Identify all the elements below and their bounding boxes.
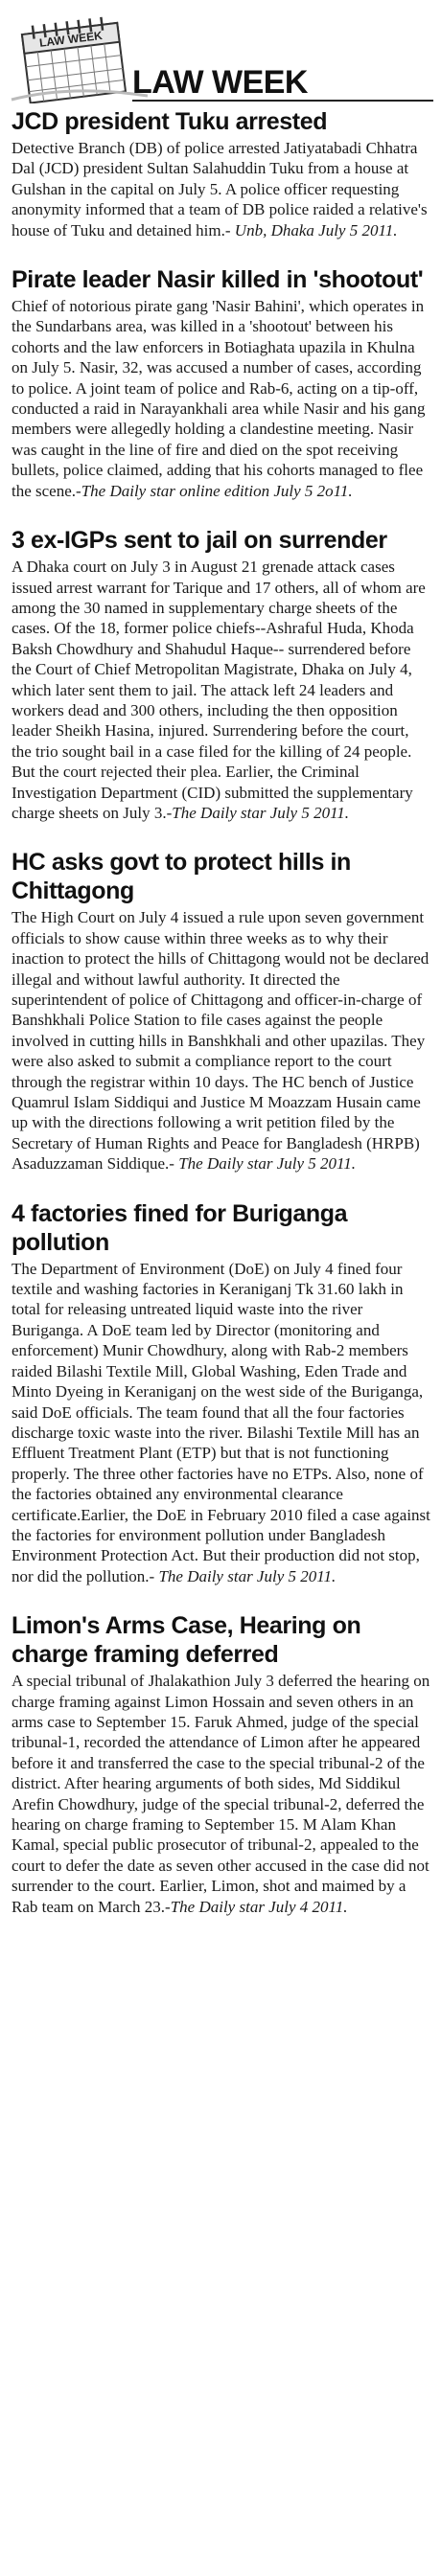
article-pirate-nasir bbox=[12, 265, 431, 501]
masthead-rule bbox=[132, 100, 433, 102]
article-source: -The Daily star July 5 2011. bbox=[166, 803, 350, 822]
article-source: - The Daily star July 5 2011. bbox=[149, 1566, 337, 1585]
article-buriganga bbox=[12, 1199, 431, 1587]
article-list bbox=[0, 107, 441, 1917]
article-ex-igps bbox=[12, 526, 431, 823]
article-text: The High Court on July 4 issued a rule upon seven government officials to show cause within three weeks as to why their inaction to protect the hills of Chittagong would not be declared illegal and without lawful authority. It directed the superintendent of police of Chittagong and officer-in-charge of Banshkhali Police Station to file cases against the people involved in cutting hills in Banshkhali and other upazilas. They were also asked to submit a compliance report to the court through the registrar within 10 days. The HC bench of Justice Quamrul Islam Siddiqui and Justice M Moazzam Husain came up with the directions following a writ petition filed by the Secretary of Human Rights and Peace for Bangladesh (HRPB) Asaduzzaman Siddique. bbox=[12, 908, 429, 1174]
law-week-logo bbox=[4, 8, 148, 103]
article-text: Detective Branch (DB) of police arrested Jatiyatabadi Chhatra Dal (JCD) president Sultan Salahuddin Tuku from a house at Gulshan in the capital on July 5. A police officer requesting anonymity informed that a team of DB police raided a relative's house of Tuku and detained him. bbox=[12, 139, 428, 239]
article-body bbox=[12, 1671, 431, 1917]
masthead bbox=[0, 0, 441, 107]
article-jcd-tuku bbox=[12, 107, 431, 240]
article-body bbox=[12, 907, 431, 1174]
article-text: Chief of notorious pirate gang 'Nasir Bahini', which operates in the Sundarbans area, was killed in a 'shootout' between his cohorts and the law enforcers in Botiaghata upazila in Khulna on July 5. Nasir, 32, was accused a number of cases, according to police. A joint team of police and Rab-6, acting on a tip-off, conducted a raid in Narayankhali area while Nasir and his gang members were allegedly holding a clandestine meeting. Nasir was caught in the line of fire and died on the spot receiving bullets, police claimed, adding that his cohorts managed to flee the scene. bbox=[12, 297, 426, 500]
article-text: The Department of Environment (DoE) on July 4 fined four textile and washing factories in Keraniganj Tk 31.60 lakh in total for releasing untreated liquid waste into the river Buriganga. A DoE team led by Director (monitoring and enforcement) Munir Chowdhury, along with Rab-2 members raided Bilashi Textile Mill, Global Washing, Eden Trade and Minto Dyeing in Keraniganj on the west side of the Buriganga, said DoE officials. The team found that all the four factories discharge toxic waste into the river. Bilashi Textile Mill has an Effluent Treatment Plant (ETP) but that is not functioning properly. The three other factories have no ETPs. Also, none of the factories obtained any environmental clearance certificate.Earlier, the DoE in February 2010 filed a case against the factories for environment pollution under Bangladesh Environment Protection Act. But their production did not stop, nor did the pollution. bbox=[12, 1259, 430, 1585]
article-headline: JCD president Tuku arrested bbox=[12, 108, 328, 135]
article-body bbox=[12, 138, 431, 240]
article-headline: Limon's Arms Case, Hearing on charge framing deferred bbox=[12, 1612, 361, 1669]
article-source: - The Daily star July 5 2011. bbox=[169, 1154, 356, 1174]
masthead-title: LAW WEEK bbox=[132, 64, 308, 101]
logo-text: LAW WEEK bbox=[38, 28, 104, 50]
article-headline: 3 ex-IGPs sent to jail on surrender bbox=[12, 527, 387, 555]
article-hc-hills bbox=[12, 848, 431, 1174]
article-body bbox=[12, 1259, 431, 1587]
article-text: A special tribunal of Jhalakathion July 3 deferred the hearing on charge framing against Limon Hossain and seven others in an arms case to September 15. Faruk Ahmed, judge of the special tribunal-1, recorded the attendance of Limon after he appeared before it and transferred the case to the special tribunal-2 of the district. After hearing arguments of both sides, Md Siddikul Arefin Chowdhury, judge of the special tribunal-2, deferred the hearing on charge framing to September 15. M Alam Khan Kamal, special public prosecutor of tribunal-2, appealed to the court to defer the date as seven other accused in the case did not surrender to the court. Earlier, Limon, shot and maimed by a Rab team on March 23. bbox=[12, 1672, 430, 1916]
article-headline: Pirate leader Nasir killed in 'shootout' bbox=[12, 266, 424, 294]
article-source: -The Daily star online edition July 5 2o11. bbox=[76, 481, 353, 500]
article-source: -The Daily star July 4 2011. bbox=[165, 1897, 348, 1916]
article-text: A Dhaka court on July 3 in August 21 grenade attack cases issued arrest warrant for Tarique and 17 others, all of whom are among the 30 named in supplementary charge sheets of the cases. Of the 18, former police chiefs--Ashraful Huda, Khoda Baksh Chowdhury and Shahudul Haque-- surrendered before the Court of Chief Metropolitan Magistrate, Dhaka on July 4, which later sent them to jail. The attack left 24 leaders and workers dead and 300 others, including the then opposition leader Sheikh Hasina, injured. Surrendering before the court, the trio sought bail in a case filed for the killing of 24 people. But the court rejected their plea. Earlier, the Criminal Investigation Department (CID) submitted the supplementary charge sheets on July 3. bbox=[12, 558, 426, 822]
article-body bbox=[12, 296, 431, 501]
article-source: - Unb, Dhaka July 5 2011. bbox=[224, 220, 398, 239]
calendar-icon bbox=[4, 8, 148, 103]
article-headline: HC asks govt to protect hills in Chittagong bbox=[12, 849, 351, 905]
article-limon bbox=[12, 1611, 431, 1917]
article-headline: 4 factories fined for Buriganga pollution bbox=[12, 1199, 348, 1256]
article-body bbox=[12, 557, 431, 823]
